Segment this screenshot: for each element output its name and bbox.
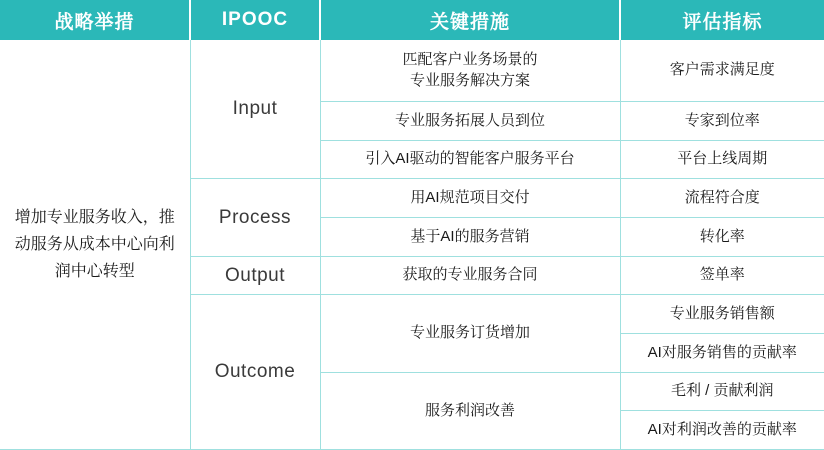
metric-cell: AI对利润改善的贡献率 [620,411,824,450]
measure-line-1: 匹配客户业务场景的 [402,51,538,69]
table-header [0,0,824,40]
metric-cell: 转化率 [620,218,824,257]
metric-cell: 签单率 [620,256,824,295]
metric-cell: 客户需求满足度 [620,40,824,102]
measure-cell: 用AI规范项目交付 [320,179,620,218]
header-row [0,0,824,40]
measure-cell: 专业服务拓展人员到位 [320,102,620,141]
header-ipooc: IPOOC [190,0,320,40]
measure-cell: 获取的专业服务合同 [320,256,620,295]
metric-cell: 流程符合度 [620,179,824,218]
table-body [0,40,824,450]
strategy-cell: 增加专业服务收入，推动服务从成本中心向利润中心转型 [0,40,190,450]
table-row [0,40,824,102]
ipooc-cell-input: Input [190,40,320,179]
measure-cell [320,40,620,102]
measure-cell: 服务利润改善 [320,372,620,449]
header-key-measures: 关键措施 [320,0,620,40]
metric-cell: 专业服务销售额 [620,295,824,334]
measure-cell: 专业服务订货增加 [320,295,620,372]
measure-cell: 引入AI驱动的智能客户服务平台 [320,140,620,179]
metric-cell: 毛利 / 贡献利润 [620,372,824,411]
header-strategy: 战略举措 [0,0,190,40]
measure-line-2: 专业服务解决方案 [409,71,530,89]
ipooc-cell-process: Process [190,179,320,256]
ipooc-cell-output: Output [190,256,320,295]
metric-cell: 专家到位率 [620,102,824,141]
metric-cell: 平台上线周期 [620,140,824,179]
measure-cell: 基于AI的服务营销 [320,218,620,257]
ipooc-cell-outcome: Outcome [190,295,320,450]
metric-cell: AI对服务销售的贡献率 [620,333,824,372]
header-evaluation-metrics: 评估指标 [620,0,824,40]
